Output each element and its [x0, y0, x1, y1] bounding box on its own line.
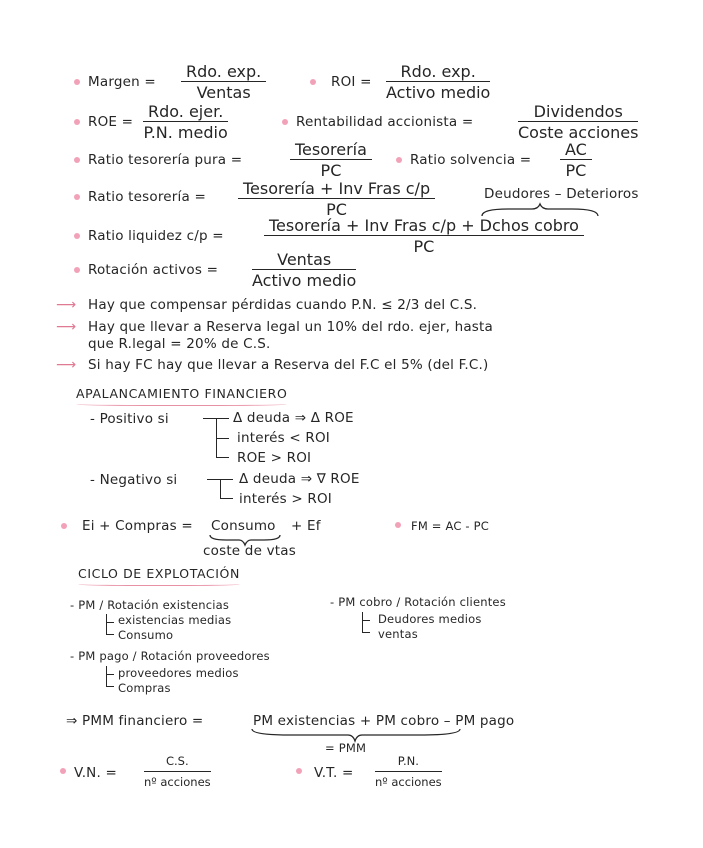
vt-fraction: [375, 753, 442, 791]
coste-ventas-term: coste de vtas: [203, 543, 296, 559]
right-arrow-icon: ⟶: [56, 319, 77, 335]
pmm-formula-right: PM existencias + PM cobro – PM pago: [253, 713, 515, 729]
rotacion-activos-numerator: Ventas: [252, 251, 356, 270]
bullet-dot-icon: [310, 79, 316, 85]
rentabilidad-fraction: [518, 103, 638, 141]
pmm-formula-left: ⇒ PMM financiero =: [66, 713, 204, 729]
consumo-term: Consumo: [211, 518, 276, 534]
note-compensar: Hay que compensar pérdidas cuando P.N. ≤ 2/3 del C.S.: [88, 297, 478, 313]
note-reserva-legal: Hay que llevar a Reserva legal un 10% del rdo. ejer, hasta: [88, 319, 493, 335]
bracket-tick: [203, 418, 229, 419]
roe-numerator: Rdo. ejer.: [143, 103, 228, 122]
sub-bracket: [106, 614, 107, 634]
bracket-tick: [220, 498, 233, 499]
proveedores-medios: proveedores medios: [118, 666, 239, 680]
heading-underline: [76, 402, 287, 406]
bullet-dot-icon: [395, 522, 401, 528]
bracket-tick: [362, 620, 370, 621]
negativo-item: Δ deuda ⇒ ∇ ROE: [239, 471, 360, 487]
bracket-tick: [216, 438, 229, 439]
roi-numerator: Rdo. exp.: [386, 63, 490, 82]
roe-label: ROE =: [88, 114, 134, 130]
margen-label: Margen =: [88, 74, 156, 90]
sub-bracket: [106, 666, 107, 686]
rentabilidad-numerator: Dividendos: [518, 103, 638, 122]
roe-fraction: [143, 103, 228, 141]
right-arrow-icon: ⟶: [56, 297, 77, 313]
deudores-deterioros-note: Deudores – Deterioros: [484, 186, 639, 202]
vn-denominator: nº acciones: [144, 775, 211, 789]
ventas-item: ventas: [378, 627, 418, 641]
ratio-tesoreria-fraction: [238, 180, 435, 218]
tesoreria-pura-fraction: [290, 141, 372, 179]
tesoreria-pura-label: Ratio tesorería pura =: [88, 152, 243, 168]
bracket-tick: [106, 686, 114, 687]
ciclo-heading: [78, 566, 240, 586]
ratio-tesoreria-label: Ratio tesorería =: [88, 189, 206, 205]
pm-pago-rotacion-proveedores: - PM pago / Rotación proveedores: [70, 649, 270, 663]
bullet-dot-icon: [61, 523, 67, 529]
negativo-item: interés > ROI: [239, 491, 332, 507]
heading-underline: [78, 582, 240, 586]
rotacion-activos-fraction: [252, 251, 356, 289]
rentabilidad-label: Rentabilidad accionista =: [296, 114, 474, 130]
bracket-tick: [362, 632, 370, 633]
solvencia-fraction: [560, 141, 592, 179]
fm-formula: FM = AC - PC: [411, 519, 490, 533]
bracket-tick: [106, 634, 114, 635]
ciclo-title: CICLO DE EXPLOTACIÓN: [78, 566, 240, 581]
apalancamiento-heading: [76, 386, 287, 406]
tesoreria-pura-numerator: Tesorería: [290, 141, 372, 160]
note-reserva-legal-cont: que R.legal = 20% de C.S.: [88, 336, 271, 352]
solvencia-label: Ratio solvencia =: [410, 152, 532, 168]
solvencia-denominator: PC: [565, 161, 587, 180]
margen-fraction: [181, 63, 266, 101]
pmm-result: = PMM: [325, 741, 367, 755]
pm-cobro-rotacion-clientes: - PM cobro / Rotación clientes: [330, 595, 506, 609]
note-fondo-comercio: Si hay FC hay que llevar a Reserva del F.C el 5% (del F.C.): [88, 357, 489, 373]
bracket-tick: [106, 622, 114, 623]
ratio-tesoreria-denominator: PC: [326, 200, 347, 219]
apalancamiento-title: APALANCAMIENTO FINANCIERO: [76, 386, 288, 401]
roi-fraction: [386, 63, 490, 101]
liquidez-label: Ratio liquidez c/p =: [88, 228, 224, 244]
tesoreria-pura-denominator: PC: [320, 161, 342, 180]
rentabilidad-denominator: Coste acciones: [518, 123, 639, 142]
vn-label: V.N. =: [74, 765, 117, 781]
compras-item: Compras: [118, 681, 171, 695]
positivo-item: ROE > ROI: [237, 450, 312, 466]
positivo-label: - Positivo si: [90, 411, 169, 427]
vt-label: V.T. =: [314, 765, 354, 781]
bullet-dot-icon: [282, 119, 288, 125]
positivo-item: interés < ROI: [237, 430, 330, 446]
bullet-dot-icon: [74, 79, 80, 85]
consumo-item: Consumo: [118, 628, 174, 642]
ef-term: + Ef: [291, 518, 321, 534]
roi-label: ROI =: [331, 74, 372, 90]
margen-numerator: Rdo. exp.: [181, 63, 266, 82]
vn-fraction: [144, 753, 211, 791]
rotacion-activos-label: Rotación activos =: [88, 262, 219, 278]
right-arrow-icon: ⟶: [56, 357, 77, 373]
negativo-label: - Negativo si: [90, 472, 178, 488]
deudores-medios: Deudores medios: [378, 612, 482, 626]
bracket-tick: [216, 457, 229, 458]
bullet-dot-icon: [74, 267, 80, 273]
bullet-dot-icon: [60, 768, 66, 774]
ratio-tesoreria-numerator: Tesorería + Inv Fras c/p: [238, 180, 435, 199]
ei-compras-formula: Ei + Compras =: [82, 518, 193, 534]
sub-bracket: [362, 612, 363, 632]
rotacion-activos-denominator: Activo medio: [252, 271, 357, 290]
roi-denominator: Activo medio: [386, 83, 491, 102]
existencias-medias: existencias medias: [118, 613, 232, 627]
vn-numerator: C.S.: [144, 753, 211, 772]
vt-numerator: P.N.: [375, 753, 442, 772]
bracket-tick: [106, 674, 114, 675]
bracket-tick: [207, 479, 233, 480]
bullet-dot-icon: [396, 157, 402, 163]
solvencia-numerator: AC: [560, 141, 592, 160]
bullet-dot-icon: [74, 233, 80, 239]
bullet-dot-icon: [74, 119, 80, 125]
positivo-item: Δ deuda ⇒ Δ ROE: [233, 410, 354, 426]
margen-denominator: Ventas: [196, 83, 251, 102]
bracket-negativo: [220, 479, 221, 499]
bullet-dot-icon: [74, 157, 80, 163]
vt-denominator: nº acciones: [375, 775, 442, 789]
pm-rotacion-existencias: - PM / Rotación existencias: [70, 598, 230, 612]
liquidez-numerator: Tesorería + Inv Fras c/p + Dchos cobro: [264, 217, 584, 236]
bullet-dot-icon: [296, 768, 302, 774]
roe-denominator: P.N. medio: [143, 123, 228, 142]
bullet-dot-icon: [74, 194, 80, 200]
liquidez-denominator: PC: [413, 237, 435, 256]
